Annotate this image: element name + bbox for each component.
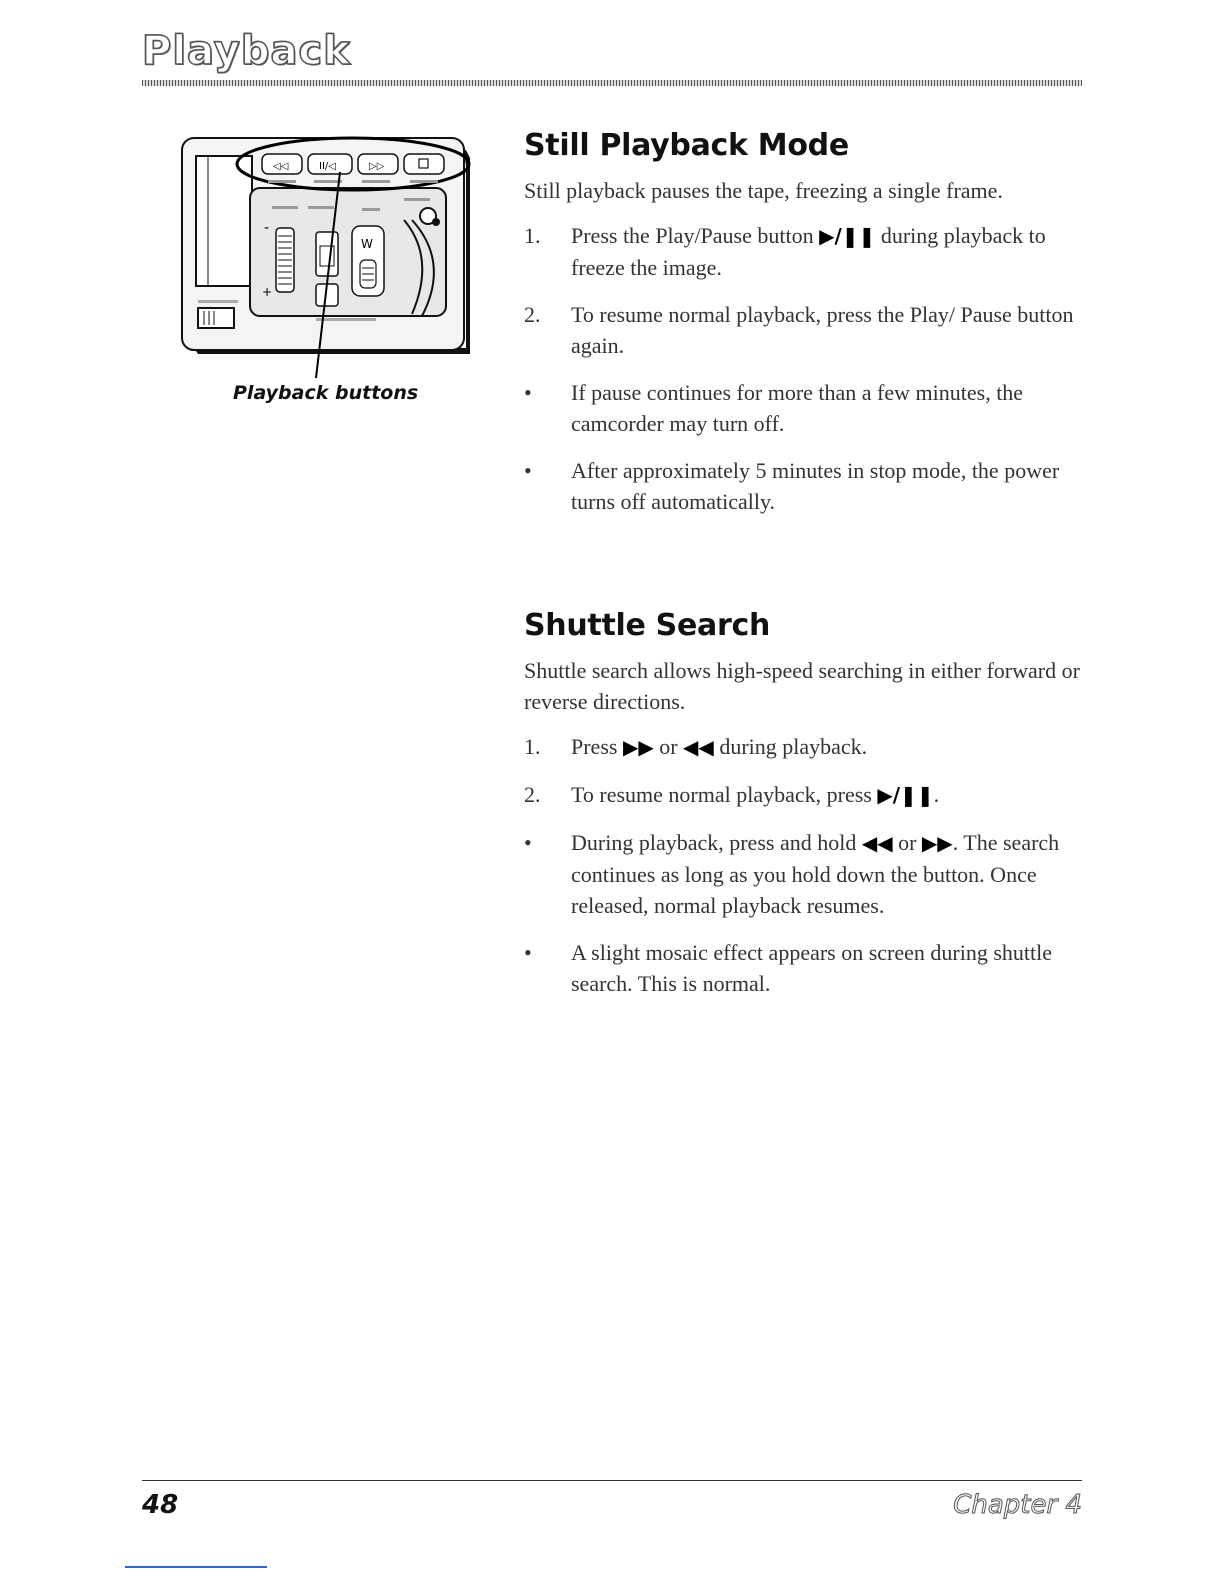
bullet-icon: • — [524, 940, 532, 965]
list-item — [524, 299, 1084, 361]
item-text: Press the Play/Pause button — [571, 223, 820, 248]
svg-text:+: + — [262, 285, 273, 299]
rewind-icon: ◀◀ — [683, 735, 714, 759]
bottom-edge-mark — [125, 1566, 267, 1568]
item-text: or — [653, 734, 684, 759]
play-pause-icon: ▶/❚❚ — [877, 783, 934, 807]
fast-forward-icon: ▶▶ — [622, 735, 654, 759]
list-item — [524, 377, 1084, 439]
list-marker: 1. — [524, 223, 541, 248]
rewind-icon: ◀◀ — [861, 831, 893, 855]
section-heading: Shuttle Search — [524, 608, 771, 643]
list-marker: 2. — [524, 782, 541, 807]
list-item — [524, 827, 1084, 921]
list-marker: 1. — [524, 734, 541, 759]
list-item — [524, 779, 1084, 811]
svg-text:W: W — [361, 237, 373, 251]
fast-forward-icon: ▶▶ — [921, 831, 953, 855]
play-pause-icon: ▶/❚❚ — [819, 224, 876, 248]
bullet-icon: • — [524, 830, 532, 855]
item-text: If pause continues for more than a few minutes, the camcorder may turn off. — [571, 380, 1024, 436]
page-number: 48 — [142, 1490, 179, 1520]
section-intro: Shuttle search allows high-speed searching in either forward or reverse directions. — [524, 658, 1080, 714]
camcorder-control-panel-illustration — [176, 128, 476, 408]
footer-rule — [142, 1480, 1082, 1481]
item-text: . The search continues as long as you hold down the button. Once released, normal playback resumes. — [571, 830, 1060, 918]
svg-text:◁◁: ◁◁ — [273, 161, 289, 172]
list-item — [524, 455, 1084, 517]
section-heading: Still Playback Mode — [524, 128, 849, 163]
list-item — [524, 731, 1084, 763]
item-text: A slight mosaic effect appears on screen during shuttle search. This is normal. — [571, 940, 1053, 996]
item-text: To resume normal playback, press the Play/ Pause button again. — [571, 302, 1074, 358]
bullet-icon: • — [524, 380, 532, 405]
svg-text:II/◁: II/◁ — [319, 161, 336, 172]
chapter-label: Chapter 4 — [953, 1490, 1082, 1520]
illustration-caption: Playback buttons — [233, 382, 419, 404]
item-text: during playback to freeze the image. — [571, 223, 1046, 280]
svg-text:▷▷: ▷▷ — [369, 161, 385, 172]
list-marker: 2. — [524, 302, 541, 327]
item-text: To resume normal playback, press — [571, 782, 878, 807]
item-text: during playback. — [713, 734, 868, 759]
page-header-title: Playback — [142, 28, 351, 74]
item-text: During playback, press and hold — [571, 830, 862, 855]
item-text: or — [892, 830, 922, 855]
section-intro: Still playback pauses the tape, freezing a single frame. — [524, 178, 1003, 203]
svg-text:-: - — [264, 220, 270, 236]
item-text: After approximately 5 minutes in stop mode, the power turns off automatically. — [571, 458, 1060, 514]
section-shuttle-search — [524, 608, 1084, 1015]
list-item — [524, 937, 1084, 999]
header-rule — [142, 80, 1082, 86]
item-text: Press — [571, 734, 623, 759]
list-item — [524, 220, 1084, 283]
item-text: . — [933, 782, 940, 807]
section-still-playback — [524, 128, 1084, 533]
bullet-icon: • — [524, 458, 532, 483]
